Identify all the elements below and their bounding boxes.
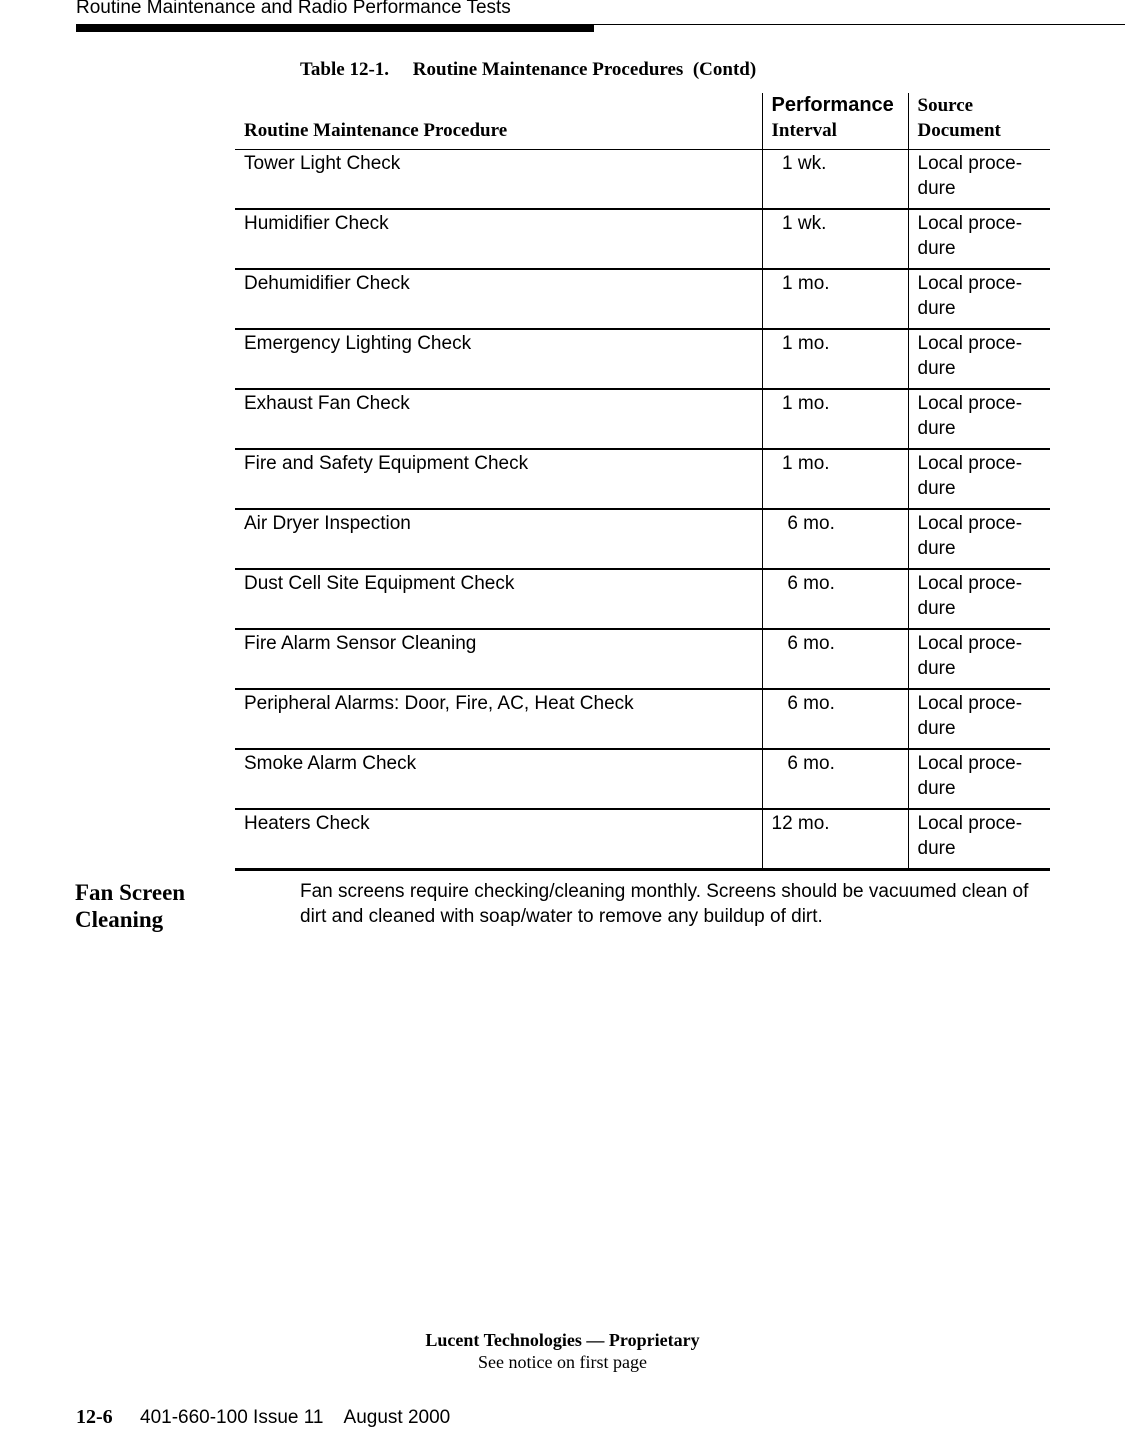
column-header-source [908, 93, 1050, 150]
cell-interval: 1 mo. [762, 329, 908, 389]
table-row [235, 389, 1050, 449]
cell-interval: 1 mo. [762, 449, 908, 509]
cell-source: Local proce-dure [908, 749, 1050, 809]
document-id: 401-660-100 Issue 11 August 2000 [140, 1407, 451, 1428]
cell-interval: 12 mo. [762, 809, 908, 870]
table-row [235, 209, 1050, 269]
cell-procedure: Tower Light Check [235, 150, 762, 210]
cell-procedure: Fire Alarm Sensor Cleaning [235, 629, 762, 689]
table-row [235, 629, 1050, 689]
column-header-procedure: Routine Maintenance Procedure [235, 93, 762, 150]
table-row [235, 569, 1050, 629]
cell-procedure: Humidifier Check [235, 209, 762, 269]
table-row [235, 749, 1050, 809]
column-header-interval-line1: Performance [771, 94, 894, 116]
cell-procedure: Dust Cell Site Equipment Check [235, 569, 762, 629]
section-body-paragraph: Fan screens require checking/cleaning monthly. Screens should be vacuumed clean of dirt and cleaned with soap/water to remove any buildup of dirt. [300, 881, 1029, 927]
table-row [235, 269, 1050, 329]
table-row [235, 150, 1050, 210]
table-header-row [235, 93, 1050, 150]
footer-notice: See notice on first page [478, 1352, 647, 1372]
table-row [235, 329, 1050, 389]
cell-source: Local proce-dure [908, 689, 1050, 749]
cell-procedure: Smoke Alarm Check [235, 749, 762, 809]
table-row [235, 449, 1050, 509]
cell-interval: 6 mo. [762, 629, 908, 689]
section-heading-line1: Fan Screen [75, 880, 186, 905]
cell-procedure: Emergency Lighting Check [235, 329, 762, 389]
footer-company: Lucent Technologies — Proprietary [425, 1330, 700, 1350]
cell-procedure: Fire and Safety Equipment Check [235, 449, 762, 509]
cell-procedure: Air Dryer Inspection [235, 509, 762, 569]
cell-interval: 1 mo. [762, 269, 908, 329]
cell-interval: 6 mo. [762, 569, 908, 629]
cell-source: Local proce-dure [908, 209, 1050, 269]
cell-procedure: Dehumidifier Check [235, 269, 762, 329]
page-number: 12-6 [76, 1406, 113, 1428]
cell-procedure: Heaters Check [235, 809, 762, 870]
table-row [235, 509, 1050, 569]
cell-interval: 6 mo. [762, 749, 908, 809]
cell-interval: 1 mo. [762, 389, 908, 449]
table-row [235, 689, 1050, 749]
cell-source: Local proce-dure [908, 449, 1050, 509]
cell-source: Local proce-dure [908, 629, 1050, 689]
section-heading [75, 879, 275, 933]
header-rule-thick [76, 25, 594, 32]
cell-source: Local proce-dure [908, 509, 1050, 569]
cell-procedure: Exhaust Fan Check [235, 389, 762, 449]
column-header-interval [762, 93, 908, 150]
cell-source: Local proce-dure [908, 269, 1050, 329]
table-row [235, 809, 1050, 870]
maintenance-procedures-table [235, 93, 1050, 871]
cell-interval: 6 mo. [762, 689, 908, 749]
cell-source: Local proce-dure [908, 150, 1050, 210]
section-heading-line2: Cleaning [75, 907, 164, 932]
cell-interval: 1 wk. [762, 150, 908, 210]
column-header-interval-line2: Interval [771, 120, 837, 141]
running-header-title: Routine Maintenance and Radio Performance Tests [76, 0, 511, 18]
cell-source: Local proce-dure [908, 809, 1050, 870]
cell-procedure: Peripheral Alarms: Door, Fire, AC, Heat Check [235, 689, 762, 749]
cell-source: Local proce-dure [908, 329, 1050, 389]
table-caption: Table 12-1. Routine Maintenance Procedures (Contd) [300, 59, 757, 80]
cell-source: Local proce-dure [908, 569, 1050, 629]
column-header-source-line2: Document [917, 120, 1001, 141]
cell-interval: 6 mo. [762, 509, 908, 569]
column-header-source-line1: Source [917, 95, 974, 116]
cell-interval: 1 wk. [762, 209, 908, 269]
cell-source: Local proce-dure [908, 389, 1050, 449]
